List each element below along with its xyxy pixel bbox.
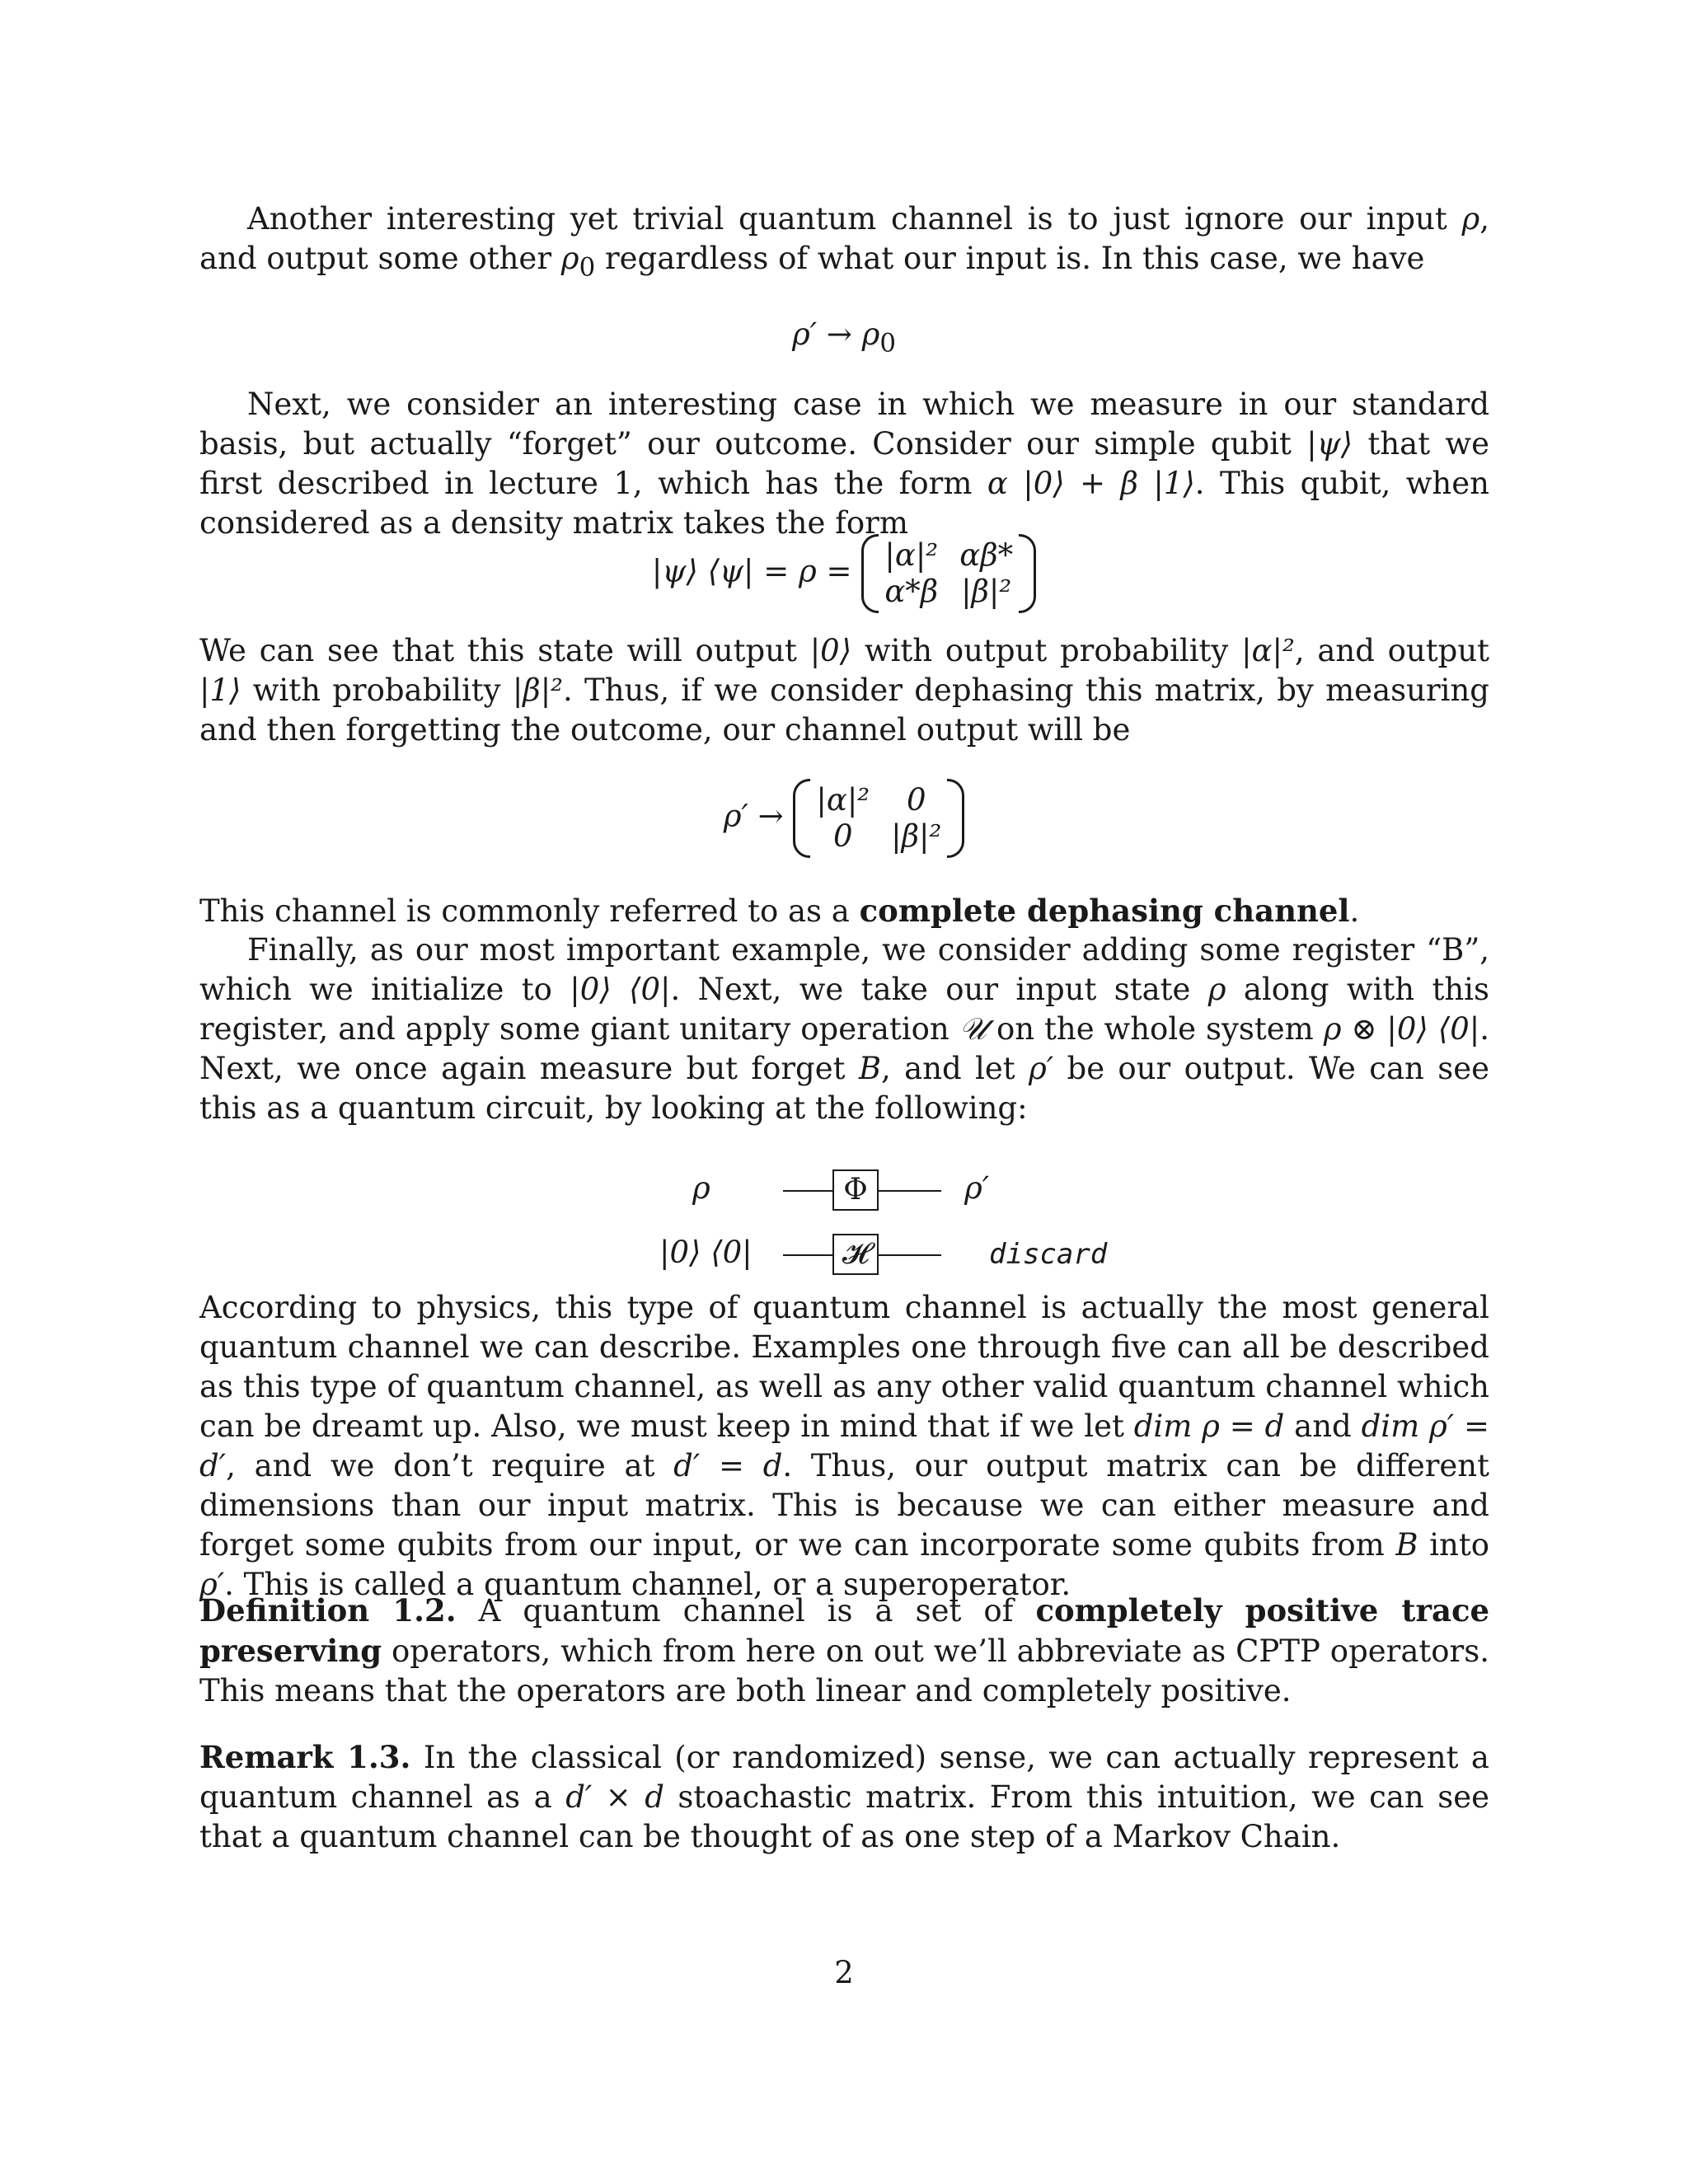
paragraph-register-example: Finally, as our most important example, we consider adding some register “B”, which we initialize to |0⟩ ⟨0|. Next, we take our input state ρ along with this register, and apply some giant unitary operation 𝒰 on the whole system ρ ⊗ |0⟩ ⟨0|. Next, we once again measure but forget B, and let ρ′ be our output. We can see this as a quantum circuit, by looking at the following: [199,932,1490,1126]
paragraph-complete-dephasing: This channel is commonly referred to as a complete dephasing channel. [199,893,1360,929]
page-number: 2 [834,1955,854,1990]
circuit-input-register: |0⟩ ⟨0| [659,1235,753,1270]
circuit-output-rho-prime: ρ′ [964,1170,990,1206]
circuit-wire-top-right [879,1190,941,1192]
circuit-output-discard: discard [989,1238,1108,1271]
equation-dephased-matrix: ρ′ → |α|² 0 0 |β|² [0,779,1688,858]
gate-h: 𝓗 [832,1234,879,1275]
equation-constant-output: $\rho' \to \rho_0$ [791,316,897,359]
definition-block: Definition 1.2. A quantum channel is a set of completely positive trace preserving operators, which from here on out we’ll abbreviate as CPTP operators. This means that the operators are both linear and completely positive. [199,1592,1490,1708]
density-matrix: |α|² αβ* α*β |β|² [861,534,1036,613]
equation-density-matrix: |ψ⟩ ⟨ψ| = ρ = |α|² αβ* α*β |β|² [0,534,1688,613]
circuit-wire-bottom-right [879,1254,941,1256]
circuit-input-rho: ρ [692,1170,710,1206]
dephased-matrix: |α|² 0 0 |β|² [793,779,964,858]
circuit-wire-top-left [783,1190,832,1192]
paragraph-dephasing-intro: Next, we consider an interesting case in which we measure in our standard basis, but actually “forget” our outcome. Consider our simple qubit |ψ⟩ that we first described in lecture 1, which has the form α |0⟩ + β |1⟩. This qubit, when considered as a density matrix takes the form [199,387,1489,541]
gate-phi: Φ [832,1169,879,1211]
paragraph-general-channel: According to physics, this type of quantum channel is actually the most general quantum channel we can describe. Examples one through five can all be described as this type of quantum channel, as well as any other valid quantum channel which can be dreamt up. Also, we must keep in mind that if we let dim ρ = d and dim ρ′ = d′, and we don’t require at d′ = d. Thus, our output matrix can be different dimensions than our input matrix. This is because we can either measure and forget some qubits from our input, or we can incorporate some qubits from B into ρ′. This is called a quantum channel, or a superoperator. [199,1290,1490,1602]
remark-block: Remark 1.3. In the classical (or randomized) sense, we can actually represent a quantum channel as a d′ × d stoachastic matrix. From this intuition, we can see that a quantum channel can be thought of as one step of a Markov Chain. [199,1739,1490,1854]
paragraph-output-probabilities: We can see that this state will output |0⟩ with output probability |α|², and output |1⟩ with probability |β|². Thus, if we consider dephasing this matrix, by measuring and then forgetting the outcome, our channel output will be [199,633,1490,748]
definition-label: Definition 1.2. [199,1592,457,1629]
paragraph-trivial-channel: Another interesting yet trivial quantum channel is to just ignore our input ρ, and output some other $\rho_0$ regardless of what our input is. In this case, we have [199,201,1489,283]
remark-label: Remark 1.3. [199,1739,411,1775]
circuit-wire-bottom-left [783,1254,832,1256]
